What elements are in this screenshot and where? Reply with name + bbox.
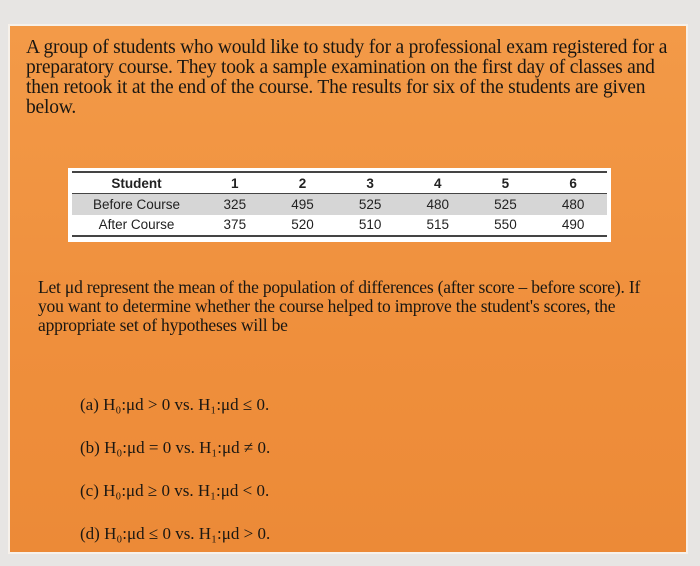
scores-table <box>72 171 607 237</box>
option-d[interactable]: (d) H₀:μd ≤ 0 vs. H₁:μd > 0. <box>80 524 271 543</box>
table-cell: 325 <box>201 194 269 215</box>
table-cell: 480 <box>539 194 607 215</box>
table-row-after-course <box>72 215 607 236</box>
option-b[interactable]: (b) H₀:μd = 0 vs. H₁:μd ≠ 0. <box>80 438 271 457</box>
problem-intro: A group of students who would like to study for a professional exam registered for a preparatory course. They took a sample examination on the first day of classes and then retook it at the end of the course. The results for six of the students are given below. <box>26 37 668 118</box>
row-label: Before Course <box>72 194 201 215</box>
header-student-3: 3 <box>336 172 404 194</box>
header-student-2: 2 <box>269 172 337 194</box>
table-cell: 375 <box>201 215 269 236</box>
option-c[interactable]: (c) H₀:μd ≥ 0 vs. H₁:μd < 0. <box>80 481 270 500</box>
table-cell: 525 <box>472 194 540 215</box>
table-cell: 480 <box>404 194 472 215</box>
header-student-5: 5 <box>472 172 540 194</box>
table-header-row <box>72 172 607 194</box>
table-cell: 520 <box>269 215 337 236</box>
option-a[interactable]: (a) H₀:μd > 0 vs. H₁:μd ≤ 0. <box>80 395 270 414</box>
question-prompt: Let μd represent the mean of the population of differences (after score – before score). If you want to determine whether the course helped to improve the student's scores, the appropriate set of hypotheses will be <box>38 277 641 335</box>
table-cell: 515 <box>404 215 472 236</box>
table-cell: 525 <box>336 194 404 215</box>
table-cell: 495 <box>269 194 337 215</box>
table-cell: 490 <box>539 215 607 236</box>
header-student: Student <box>72 172 201 194</box>
header-student-6: 6 <box>539 172 607 194</box>
header-student-1: 1 <box>201 172 269 194</box>
row-label: After Course <box>72 215 201 236</box>
answer-options <box>80 394 500 566</box>
question-card <box>8 24 688 554</box>
table-row-before-course <box>72 194 607 215</box>
table-cell: 510 <box>336 215 404 236</box>
table-cell: 550 <box>472 215 540 236</box>
header-student-4: 4 <box>404 172 472 194</box>
scores-table-container <box>68 168 611 242</box>
